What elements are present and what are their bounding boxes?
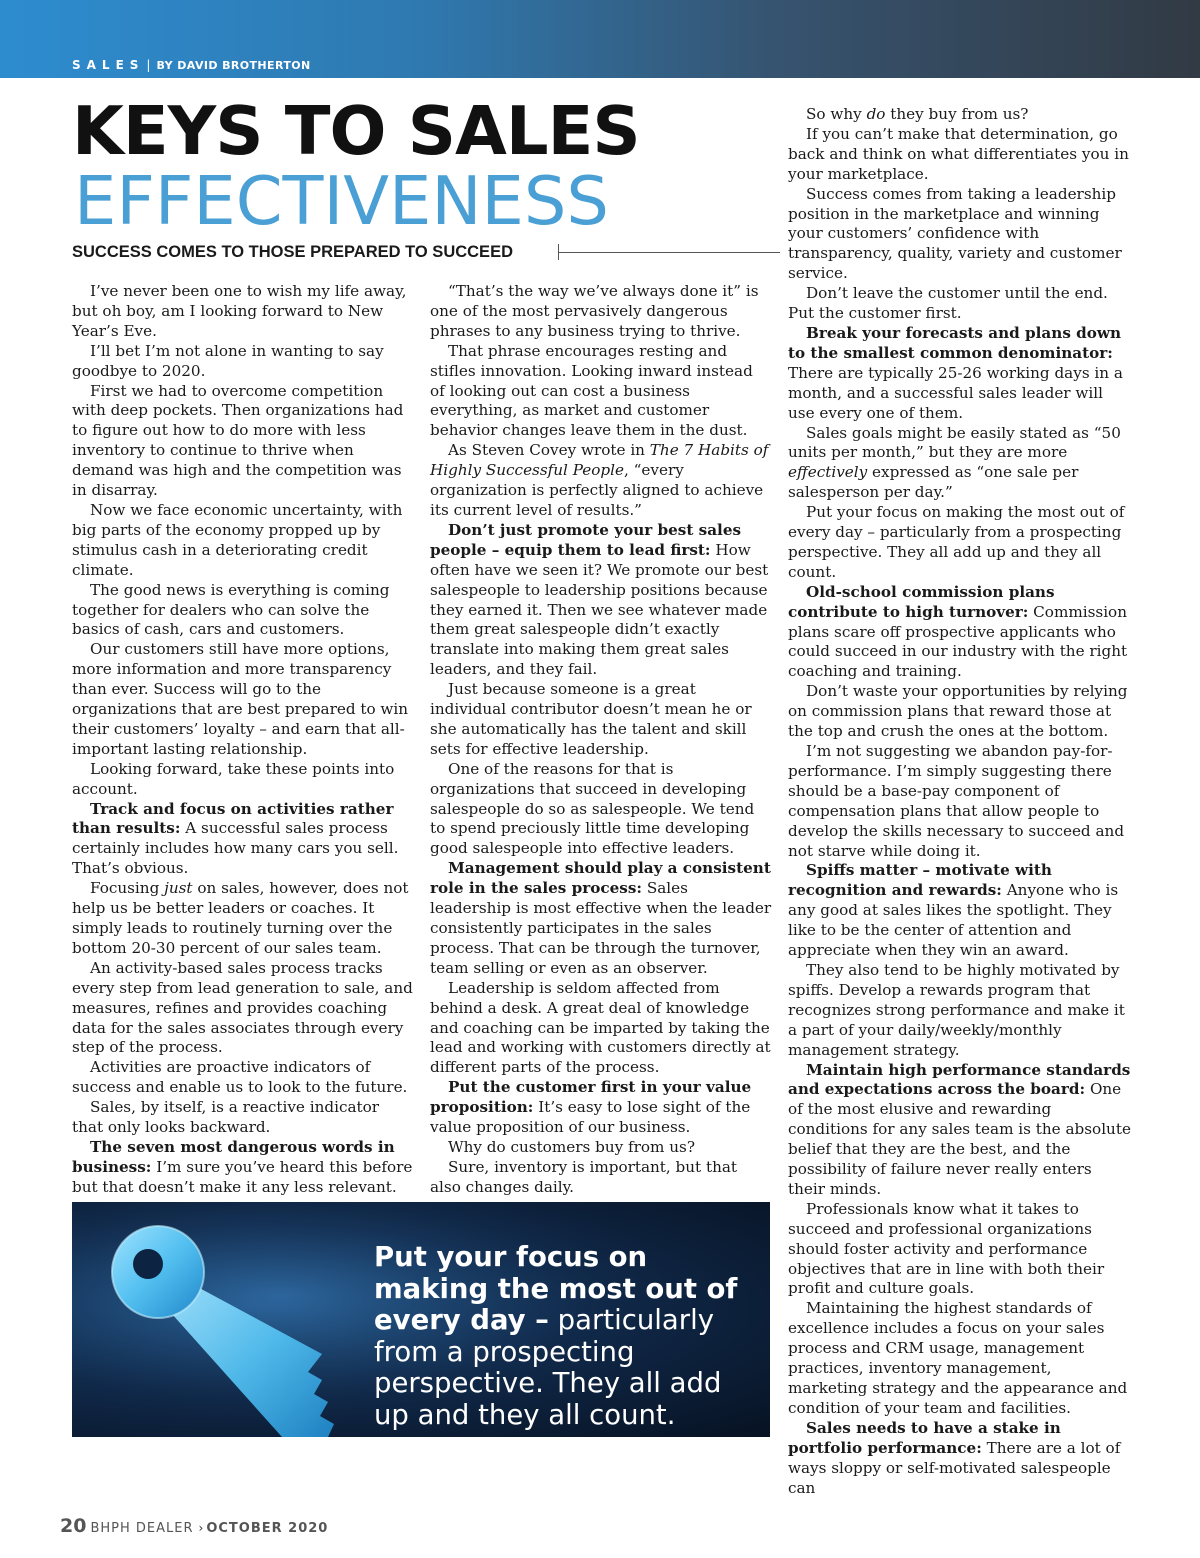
paragraph-text: Just because someone is a great individual contributor doesn’t mean he or she automatically has the talent and skill sets for effective leadership. <box>430 680 752 758</box>
paragraph-text: Anyone who is any good at sales likes the spotlight. They like to be the center of attention and appreciate when they win an award. <box>788 881 1119 960</box>
article-paragraph <box>430 1138 772 1158</box>
pullquote <box>374 1242 759 1431</box>
article-paragraph <box>430 979 772 1079</box>
paragraph-text: As Steven Covey wrote in <box>448 441 650 460</box>
paragraph-text: Maintaining the highest standards of excellence includes a focus on your sales process and CRM usage, management practices, inventory management, marketing strategy and the appearance and condition of your team and facilities. <box>788 1299 1128 1417</box>
article-paragraph <box>788 424 1132 504</box>
paragraph-text: , “every organization is perfectly aligned to achieve its current level of results.” <box>430 461 764 519</box>
paragraph-text: Why do customers buy from us? <box>448 1137 695 1156</box>
paragraph-text: Activities are proactive indicators of success and enable us to look to the future. <box>72 1058 408 1097</box>
paragraph-text: Focusing <box>90 879 165 898</box>
paragraph-text: Leadership is seldom affected from behind a desk. A great deal of knowledge and coaching can be imparted by taking the lead and working with customers directly at different parts of the process. <box>430 978 771 1077</box>
paragraph-text: Sure, inventory is important, but that also changes daily. <box>430 1157 738 1196</box>
paragraph-text: I’m not suggesting we abandon pay-for-performance. I’m simply suggesting there should be a base-pay component of compensation plans that allow people to develop the skills necessary to succeed and not starve while doing it. <box>788 742 1125 860</box>
article-paragraph <box>430 342 772 442</box>
article-paragraph <box>788 125 1132 185</box>
article-paragraph <box>788 1061 1132 1200</box>
paragraph-emphasis: do <box>866 105 886 123</box>
article-paragraph <box>72 959 414 1059</box>
article-paragraph <box>72 760 414 800</box>
article-paragraph <box>788 503 1132 583</box>
paragraph-text: Success comes from taking a leadership position in the marketplace and winning your customers’ confidence with transparency, quality, variety and customer service. <box>788 184 1122 283</box>
article-paragraph <box>72 800 414 880</box>
paragraph-text: expressed as “one sale per salesperson per day.” <box>788 463 1079 502</box>
article-paragraph <box>72 501 414 581</box>
paragraph-text: If you can’t make that determination, go back and think on what differentiates you in your marketplace. <box>788 124 1129 183</box>
paragraph-text: Sales, by itself, is a reactive indicator that only looks backward. <box>72 1098 380 1137</box>
paragraph-lead-in: Old-school commission plans contribute to high turnover: <box>788 582 1055 621</box>
paragraph-lead-in: Maintain high performance standards and expectations across the board: <box>788 1060 1131 1099</box>
article-paragraph <box>788 861 1132 961</box>
paragraph-text: How often have we seen it? We promote our best salespeople to leadership positions because they earned it. Then we see whatever made them great salespeople didn’t exactly translate into making them great sales leaders, and they fail. <box>430 540 769 679</box>
article-paragraph <box>788 105 1132 125</box>
article-paragraph <box>430 1078 772 1138</box>
article-paragraph <box>788 682 1132 742</box>
paragraph-lead-in: Break your forecasts and plans down to the smallest common denominator: <box>788 323 1122 362</box>
byline: BY DAVID BROTHERTON <box>156 59 311 72</box>
subheadline-rule <box>558 252 780 253</box>
kicker-separator: | <box>146 58 151 72</box>
paragraph-text: on sales, however, does not help us be better leaders or coaches. It simply leads to routinely turning over the bottom 20-30 percent of our sales team. <box>72 879 409 957</box>
paragraph-text: There are a lot of ways sloppy or self-motivated salespeople can <box>788 1438 1121 1497</box>
article-paragraph <box>430 441 772 521</box>
article-paragraph <box>788 324 1132 424</box>
section-label: SALES <box>72 58 145 72</box>
paragraph-emphasis: just <box>164 879 193 898</box>
paragraph-emphasis: The 7 Habits of Highly Successful People <box>430 441 769 480</box>
paragraph-text: They also tend to be highly motivated by spiffs. Develop a rewards program that recognizes strong performance and make it a part of your daily/weekly/monthly management strategy. <box>788 960 1125 1059</box>
headline-line-1: KEYS TO SALES <box>72 92 640 170</box>
page-number: 20 <box>60 1515 87 1537</box>
article-paragraph <box>72 382 414 501</box>
section-kicker <box>72 58 311 72</box>
article-paragraph <box>72 342 414 382</box>
article-paragraph <box>788 583 1132 683</box>
chevron-right-icon: › <box>198 1521 204 1535</box>
article-paragraph <box>430 282 772 342</box>
paragraph-lead-in: The seven most dangerous words in business: <box>72 1137 395 1176</box>
paragraph-text: Sales goals might be easily stated as “50 units per month,” but they are more <box>788 423 1121 462</box>
paragraph-text: The good news is everything is coming together for dealers who can solve the basics of cash, cars and customers. <box>72 580 390 639</box>
paragraph-text: So why <box>806 105 867 123</box>
headline-line-2: EFFECTIVENESS <box>74 162 609 240</box>
article-paragraph <box>72 640 414 759</box>
paragraph-text: A successful sales process certainly includes how many cars you sell. That’s obvious. <box>72 819 399 878</box>
pullquote-light: particularly from a prospecting perspective. They all add up and they all count. <box>374 1304 722 1431</box>
paragraph-text: Professionals know what it takes to succeed and professional organizations should foster activity and performance objectives that are in line with both their profit and culture goals. <box>788 1199 1105 1298</box>
paragraph-text: Our customers still have more options, more information and more transparency than ever. Success will go to the organizations that are best prepared to win their customers’ loyalty – and earn that all-important lasting relationship. <box>72 640 409 758</box>
article-paragraph <box>788 284 1132 324</box>
article-paragraph <box>72 282 414 342</box>
paragraph-text: It’s easy to lose sight of the value proposition of our business. <box>430 1098 751 1137</box>
paragraph-text: Now we face economic uncertainty, with big parts of the economy propped up by stimulus cash in a deteriorating credit climate. <box>72 500 403 579</box>
article-paragraph <box>788 185 1132 285</box>
paragraph-text: First we had to overcome competition with deep pockets. Then organizations had to figure out how to do more with less inventory to continue to thrive when demand was high and the competition was in disarray. <box>72 381 404 500</box>
paragraph-text: I’m sure you’ve heard this before but that doesn’t make it any less relevant. <box>72 1157 413 1196</box>
article-paragraph <box>72 1098 414 1138</box>
article-paragraph <box>788 742 1132 861</box>
article-paragraph <box>430 1158 772 1198</box>
paragraph-lead-in: Management should play a consistent role in the sales process: <box>430 859 771 898</box>
paragraph-text: One of the most elusive and rewarding conditions for any sales team is the absolute belief that they are the best, and the possibility of failure never really enters their minds. <box>788 1080 1131 1198</box>
pullquote-bold: Put your focus on making the most out of every day – <box>374 1241 738 1336</box>
paragraph-text: Put your focus on making the most out of every day – particularly from a prospecting perspective. They all add up and they all count. <box>788 503 1125 581</box>
article-paragraph <box>788 1419 1132 1499</box>
subheadline: SUCCESS COMES TO THOSE PREPARED TO SUCCEED <box>72 243 513 261</box>
paragraph-text: Sales leadership is most effective when the leader consistently participates in the sales process. That can be through the turnover, team selling or even as an observer. <box>430 879 772 977</box>
article-paragraph <box>788 1200 1132 1300</box>
paragraph-text: I’ve never been one to wish my life away, but oh boy, am I looking forward to New Year’s Eve. <box>72 282 407 340</box>
paragraph-lead-in: Spiffs matter – motivate with recognition and rewards: <box>788 861 1052 900</box>
article-paragraph <box>430 521 772 680</box>
article-paragraph <box>430 859 772 978</box>
paragraph-text: Don’t leave the customer until the end. Put the customer first. <box>788 284 1108 323</box>
issue-date: OCTOBER 2020 <box>206 1521 329 1536</box>
paragraph-text: Looking forward, take these points into account. <box>72 759 395 798</box>
paragraph-text: That phrase encourages resting and stifles innovation. Looking inward instead of looking out can cost a business everything, as market and customer behavior changes leave them in the dust. <box>430 341 753 440</box>
paragraph-text: An activity-based sales process tracks every step from lead generation to sale, and measures, refines and provides coaching data for the sales associates through every step of the process. <box>72 958 413 1057</box>
article-column-2 <box>430 282 772 1198</box>
pullquote-box <box>72 1202 770 1437</box>
paragraph-lead-in: Put the customer first in your value proposition: <box>430 1078 752 1117</box>
article-paragraph <box>72 1138 414 1198</box>
paragraph-emphasis: effectively <box>788 463 868 482</box>
article-column-3 <box>788 105 1132 1498</box>
paragraph-text: I’ll bet I’m not alone in wanting to say goodbye to 2020. <box>72 341 384 380</box>
paragraph-lead-in: Track and focus on activities rather than results: <box>72 799 394 838</box>
article-paragraph <box>430 680 772 760</box>
paragraph-text: One of the reasons for that is organizations that succeed in developing salespeople do so as salespeople. We tend to spend preciously little time developing good salespeople into effective leaders. <box>430 759 755 858</box>
article-paragraph <box>430 760 772 860</box>
paragraph-text: Commission plans scare off prospective applicants who could succeed in our industry with the right coaching and training. <box>788 602 1128 681</box>
publication-name: BHPH DEALER <box>90 1521 194 1536</box>
article-paragraph <box>72 581 414 641</box>
paragraph-text: Don’t waste your opportunities by relying on commission plans that reward those at the top and crush the ones at the bottom. <box>788 682 1128 741</box>
article-column-1 <box>72 282 414 1198</box>
article-paragraph <box>788 1299 1132 1418</box>
article-paragraph <box>72 879 414 959</box>
paragraph-lead-in: Don’t just promote your best sales people – equip them to lead first: <box>430 520 742 559</box>
page-footer <box>60 1515 328 1537</box>
article-paragraph <box>788 961 1132 1061</box>
paragraph-text: “That’s the way we’ve always done it” is one of the most pervasively dangerous phrases to any business trying to thrive. <box>430 282 759 340</box>
paragraph-lead-in: Sales needs to have a stake in portfolio performance: <box>788 1418 1061 1457</box>
paragraph-text: they buy from us? <box>885 105 1029 123</box>
article-paragraph <box>72 1058 414 1098</box>
paragraph-text: There are typically 25-26 working days in a month, and a successful sales leader will use every one of them. <box>788 363 1123 422</box>
